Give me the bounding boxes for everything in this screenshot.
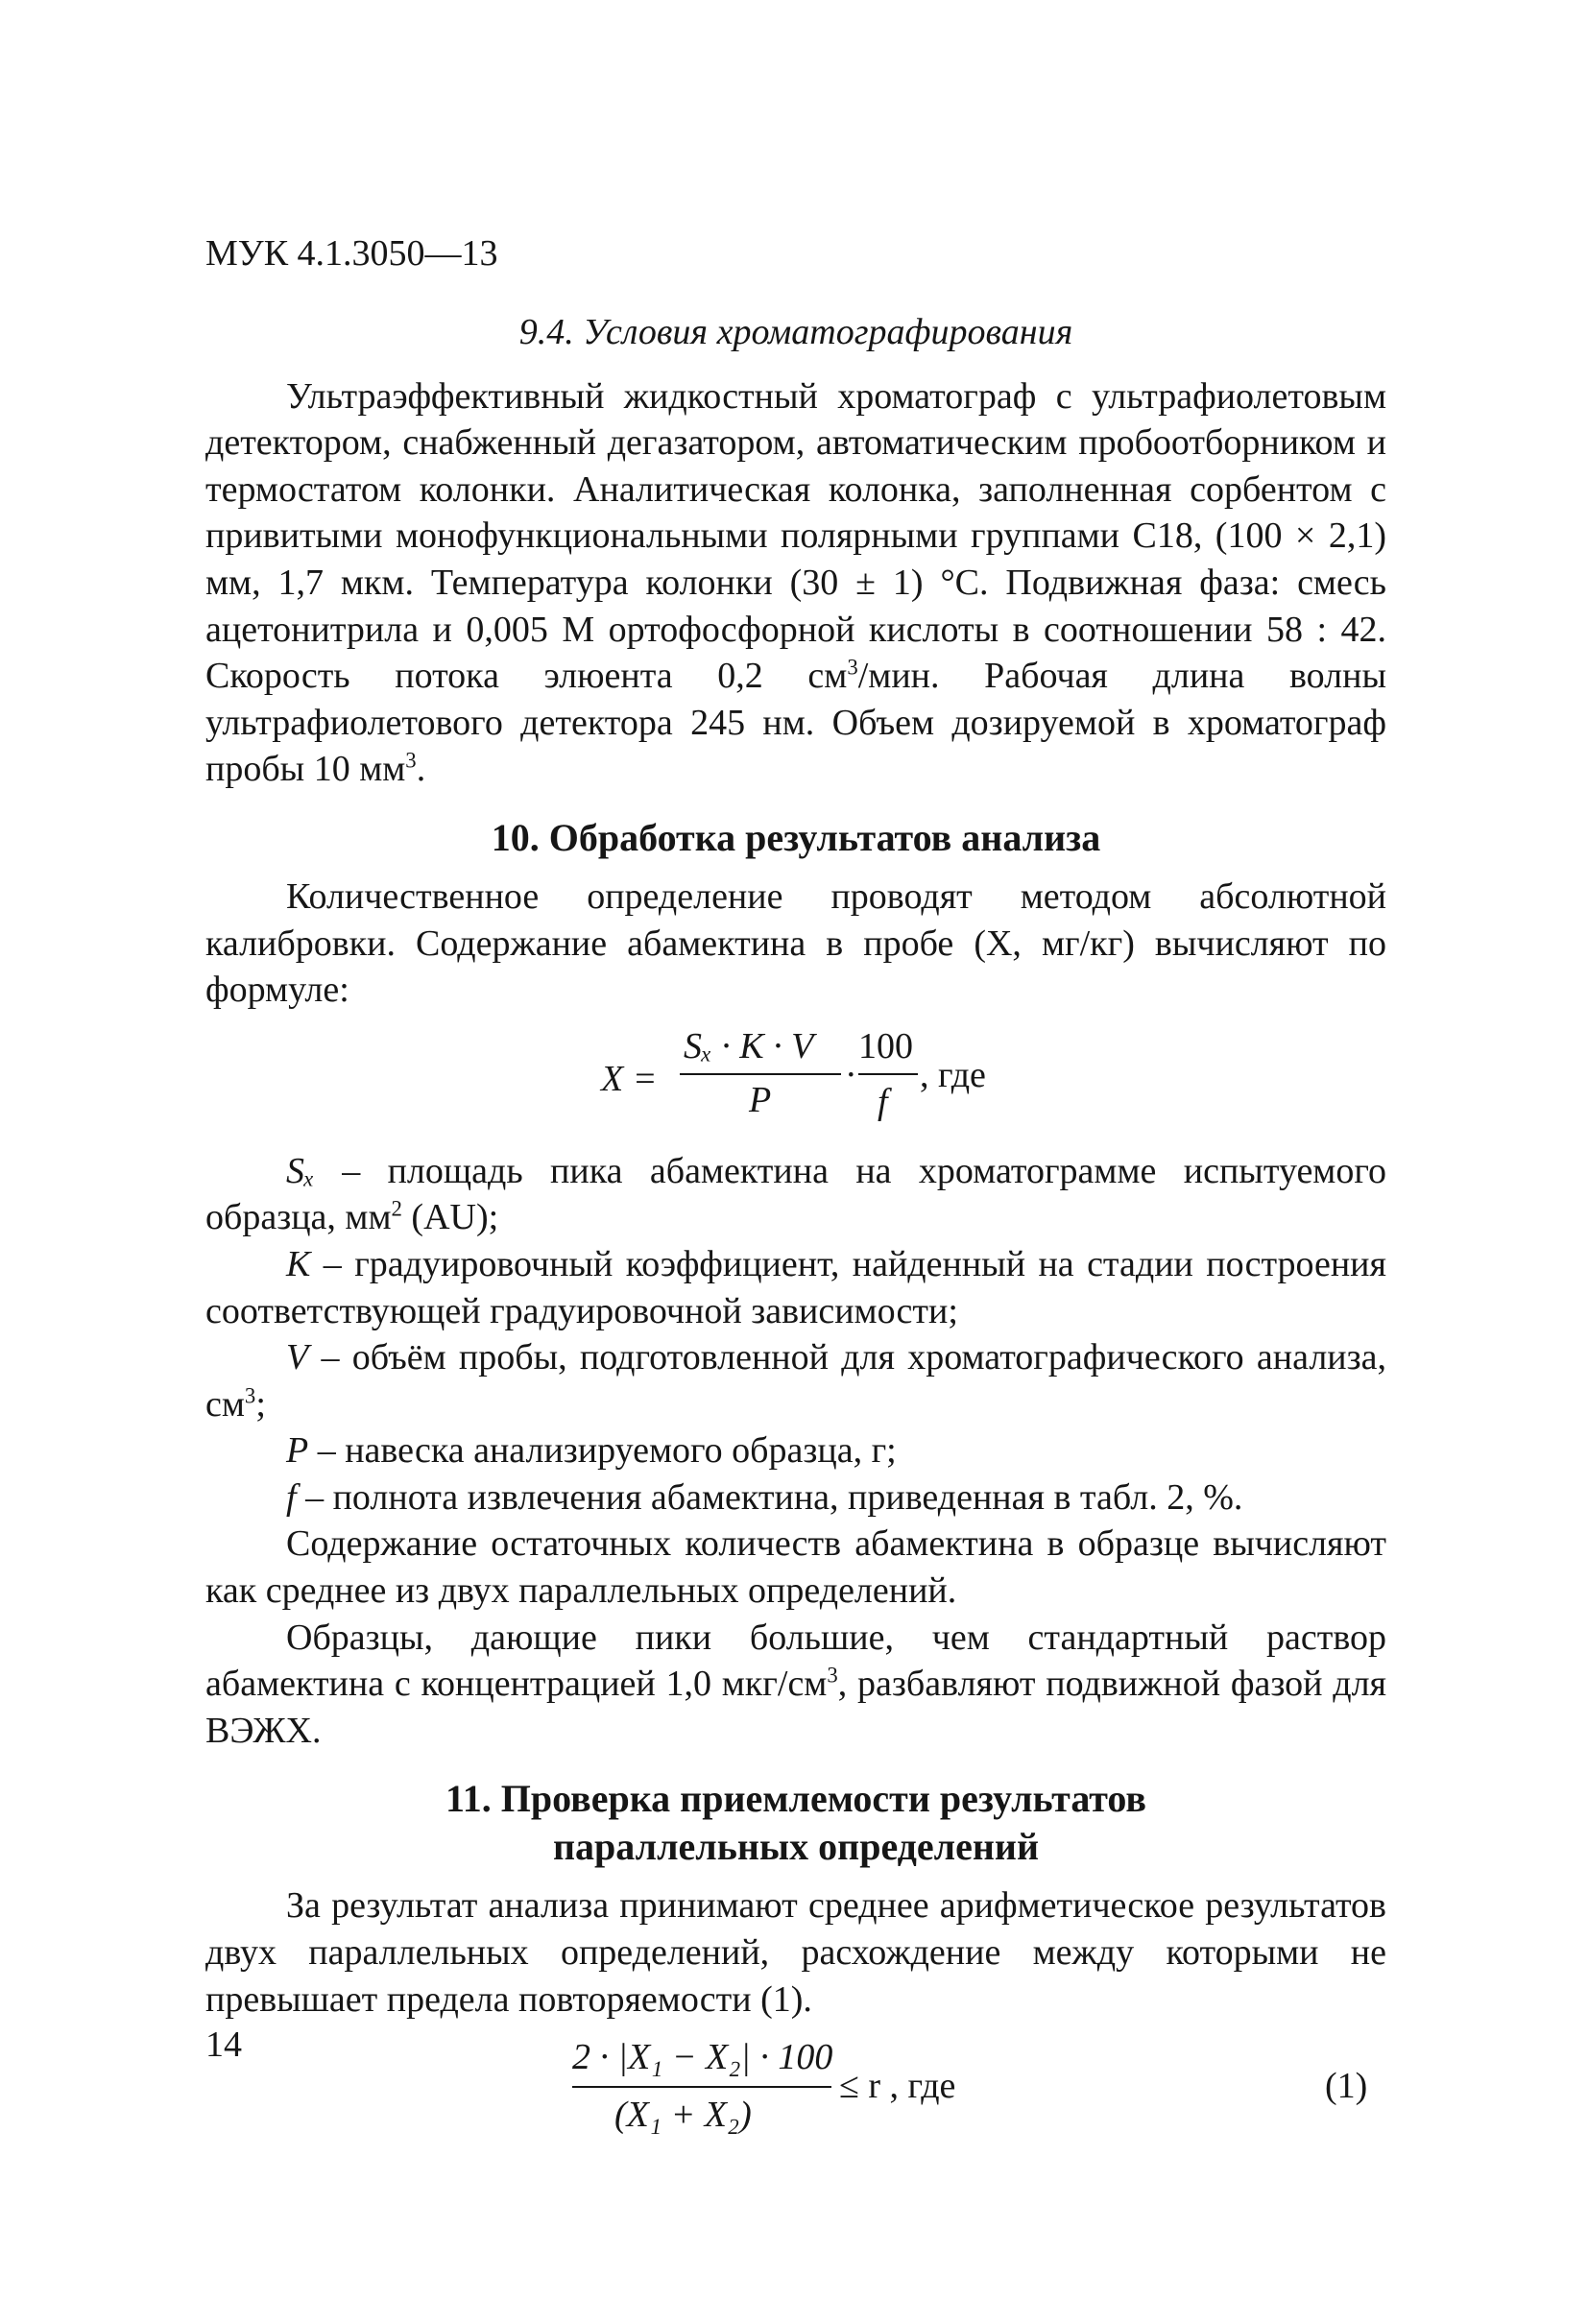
formula-x-suffix: , где [920,1054,986,1095]
section-10-intro: Количественное определение проводят методом абсолютной калибровки. Содержание абамектина в пробе (X, мг/кг) вычисляют по формуле: [205,875,1386,1011]
section-9-4-paragraph [205,373,1386,793]
section-9-4-title: 9.4. Условия хроматографирования [518,312,1073,352]
definition-sx-tail: (AU); [401,1197,499,1238]
section-11-title-line-2: параллельных определений [553,1825,1039,1869]
definition-p-text: – навеска анализируемого образца, г; [308,1430,897,1472]
page-number: 14 [205,2025,242,2065]
definition-f-symbol: f [286,1476,297,1518]
formula-x-num2: 100 [858,1025,913,1066]
definition-k-symbol: K [286,1243,311,1284]
doc-code-header: МУК 4.1.3050—13 [205,233,498,274]
formula-x-dot: · [845,1054,857,1095]
definition-sx-sup: 2 [391,1196,402,1221]
formula-repeatability-den: (X₁ + X₂) [614,2095,752,2136]
definition-p [205,1427,1386,1474]
definition-f-text: – полнота извлечения абамектина, приведенная в табл. 2, %. [296,1476,1243,1518]
page-content [205,309,1386,2149]
definition-v [205,1334,1386,1427]
definition-p-symbol: P [286,1430,309,1472]
definition-v-symbol: V [286,1337,309,1378]
formula-repeatability-bar [572,2086,831,2088]
definition-sx-text: – площадь пика абамектина на хроматограмме испытуемого образца, мм [205,1150,1386,1238]
formula-x-num1: Sₓ · K · V [684,1025,814,1066]
definition-v-tail: ; [255,1383,266,1425]
definition-sx [205,1148,1386,1241]
section-11-title [205,1775,1386,1871]
formula-repeatability [205,2034,1386,2149]
paragraph-average: Содержание остаточных количеств абамектина в образце вычисляют как среднее из двух параллельных определений. [205,1523,1386,1612]
formula-x-lhs: X = [601,1058,658,1099]
section-9-4-text-2: /мин. Рабочая длина волны ультрафиолетового детектора 245 нм. Объем дозируемой в хроматограф пробы 10 мм [205,656,1386,790]
paragraph-dilute [205,1615,1386,1755]
definition-v-sup: 3 [244,1383,256,1408]
definition-sx-symbol: Sₓ [286,1150,315,1191]
paragraph-dilute-text-1: Образцы, дающие пики большие, чем стандартный раствор абамектина с концентрацией 1,0 мкг/см [205,1617,1386,1705]
definition-k [205,1241,1386,1334]
paragraph-dilute-text-2: , разбавляют подвижной фазой для ВЭЖХ. [205,1664,1387,1751]
section-9-4-sup-1: 3 [847,655,858,680]
definition-f [205,1474,1386,1521]
formula-x-den1: P [749,1079,772,1120]
formula-repeatability-num: 2 · |X₁ − X₂| · 100 [572,2037,833,2078]
formula-repeatability-rhs: ≤ r , где [839,2066,956,2107]
definition-k-text: – градуировочный коэффициент, найденный на стадии построения соответствующей градуировочной зависимости; [205,1243,1386,1331]
section-9-4-text-1: Ультраэффективный жидкостный хроматограф с ультрафиолетовым детектором, снабженный дегазатором, автоматическим пробоотборником и термостатом колонки. Аналитическая колонка, заполненная сорбентом с привитыми монофункциональными полярными группами C18, (100 × 2,1) мм, 1,7 мкм. Температура колонки (30 ± 1) °С. Подвижная фаза: смесь ацетонитрила и 0,005 М ортофосфорной кислоты в соотношении 58 : 42. Скорость потока элюента 0,2 см [205,375,1386,697]
formula-x [205,1023,1386,1131]
section-10-title: 10. Обработка результатов анализа [491,815,1101,859]
formula-x-bar1 [680,1073,841,1075]
paragraph-dilute-sup: 3 [827,1663,838,1688]
formula-x-bar2 [858,1073,918,1075]
section-11-title-line-1: 11. Проверка приемлемости результатов [445,1777,1147,1821]
section-9-4-text-3: . [416,749,426,790]
section-11-paragraph: За результат анализа принимают среднее арифметическое результатов двух параллельных определений, расхождение между которыми не превышает предела повторяемости (1). [205,1885,1386,2020]
formula-repeatability-number: (1) [1325,2066,1368,2107]
section-9-4-sup-2: 3 [405,748,417,773]
definition-v-text: – объём пробы, подготовленной для хроматографического анализа, см [205,1337,1386,1425]
formula-x-den2: f [878,1081,888,1122]
